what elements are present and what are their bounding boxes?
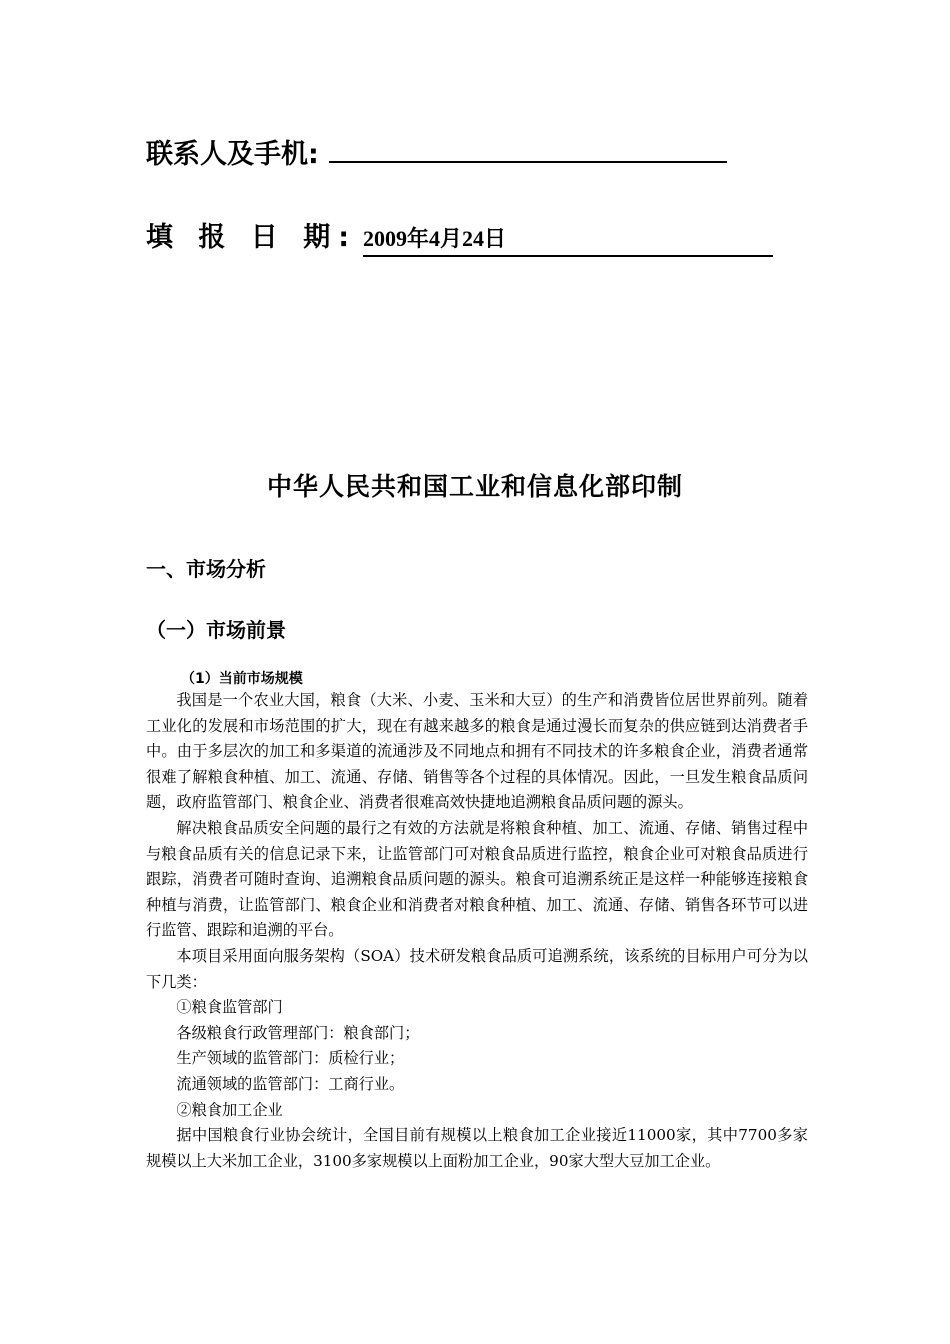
list-item: ②粮食加工企业: [176, 1100, 283, 1119]
paragraph: 本项目采用面向服务架构（SOA）技术研发粮食品质可追溯系统，该系统的目标用户可分为以下几类：: [146, 946, 808, 991]
list-item: 流通领域的监管部门：工商行业。: [176, 1074, 405, 1093]
list-item: 各级粮食行政管理部门：粮食部门；: [176, 1023, 420, 1042]
paragraph: 据中国粮食行业协会统计，全国目前有规模以上粮食加工企业接近11000家，其中7700多家规模以上大米加工企业，3100多家规模以上面粉加工企业，90家大型大豆加工企业。: [146, 1126, 808, 1170]
section-heading: 一、市场分析: [146, 557, 266, 581]
section-subsubheading: （1）当前市场规模: [181, 671, 303, 687]
paragraph: 我国是一个农业大国，粮食（大米、小麦、玉米和大豆）的生产和消费皆位居世界前列。随着工业化的发展和市场范围的扩大，现在有越来越多的粮食是通过漫长而复杂的供应链到达消费者手中。由于多层次的加工和多渠道的流通涉及不同地点和拥有不同技术的许多粮食企业，消费者通常很难了解粮食种植、加工、流通、存储、销售等各个过程的具体情况。因此，一旦发生粮食品质问题，政府监管部门、粮食企业、消费者很难高效快捷地追溯粮食品质问题的源头。: [146, 691, 808, 812]
date-label: 填 报 日 期:: [146, 222, 357, 253]
date-value: 2009年4月24日: [363, 222, 773, 257]
section-subheading: （一）市场前景: [146, 618, 286, 642]
paragraph: 解决粮食品质安全问题的最行之有效的方法就是将粮食种植、加工、流通、存储、销售过程中与粮食品质有关的信息记录下来，让监管部门可对粮食品质进行监控，粮食企业可对粮食品质进行跟踪，消费者可随时查询、追溯粮食品质问题的源头。粮食可追溯系统正是这样一种能够连接粮食种植与消费，让监管部门、粮食企业和消费者对粮食种植、加工、流通、存储、销售各环节可以进行监管、跟踪和追溯的平台。: [146, 818, 808, 940]
list-item: 生产领域的监管部门：质检行业；: [176, 1049, 405, 1068]
body-text: [146, 688, 808, 1174]
list-item: ①粮食监管部门: [176, 998, 283, 1017]
contact-blank-line: [329, 135, 727, 163]
publisher-line: 中华人民共和国工业和信息化部印制: [266, 472, 683, 501]
contact-label: 联系人及手机:: [146, 139, 319, 170]
date-row: [146, 215, 773, 257]
contact-row: [146, 132, 727, 171]
